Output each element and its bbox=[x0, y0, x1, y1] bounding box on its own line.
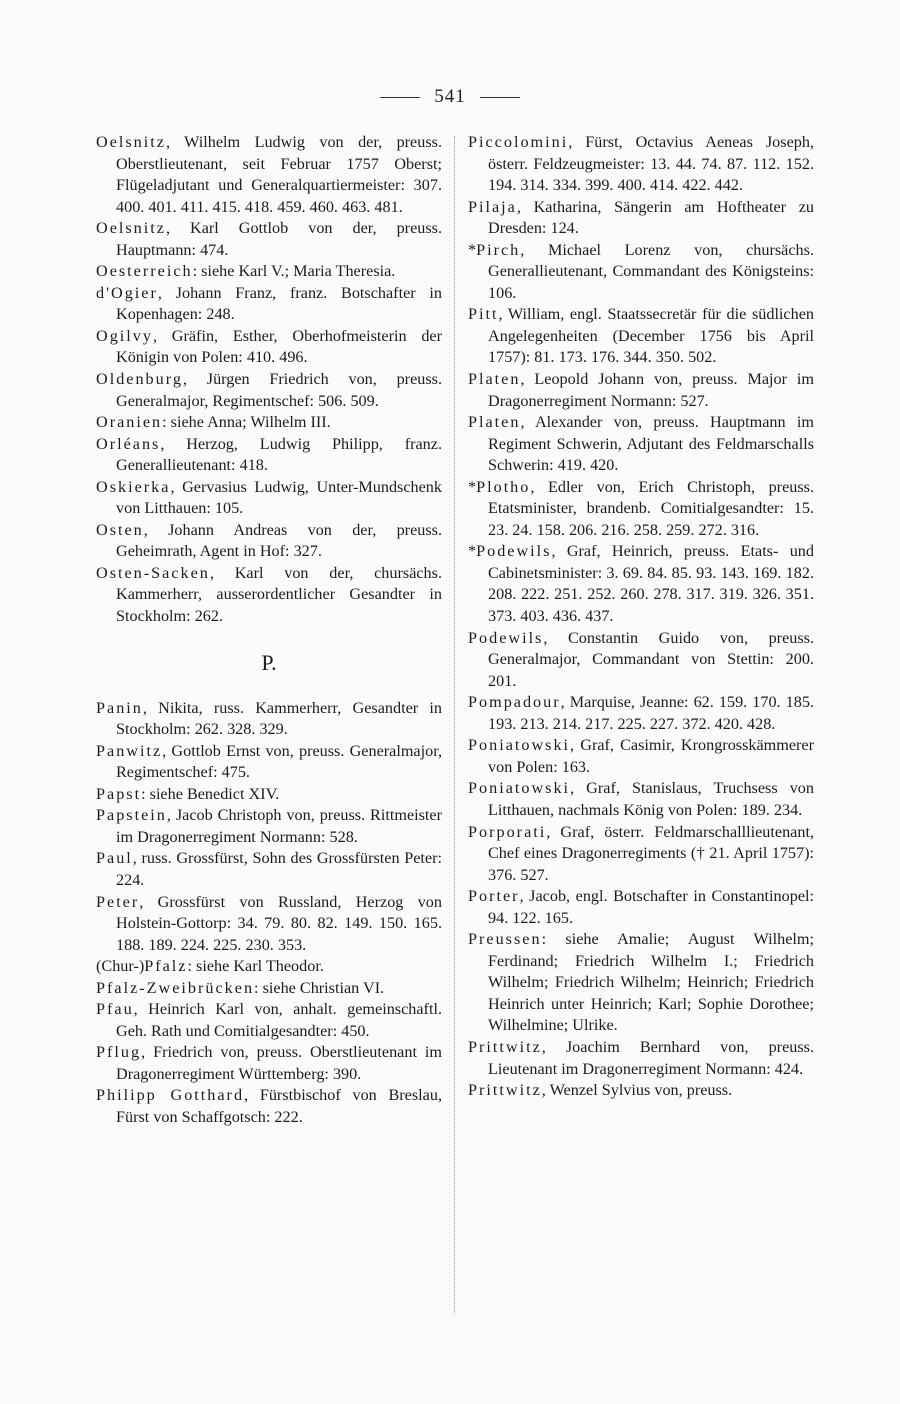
page-header bbox=[0, 86, 900, 108]
entry-name: Platen bbox=[468, 370, 521, 389]
index-entry bbox=[468, 778, 814, 821]
entry-text: , Graf, Stanislaus, Truchsess von Litthauen, nachmals König von Polen: 189. 234. bbox=[488, 779, 814, 819]
entry-name: Osten-Sacken bbox=[96, 563, 210, 582]
index-entry bbox=[96, 741, 442, 784]
index-entry bbox=[96, 434, 442, 477]
entry-mark: (Chur-) bbox=[96, 957, 145, 976]
index-entry bbox=[96, 892, 442, 957]
entry-name: Oesterreich bbox=[96, 262, 193, 281]
index-entry bbox=[468, 197, 814, 240]
index-entry bbox=[468, 628, 814, 693]
index-entry bbox=[468, 304, 814, 369]
index-entry bbox=[468, 541, 814, 627]
entry-name: Ogilvy bbox=[96, 326, 153, 345]
entry-name: Pompadour bbox=[468, 693, 561, 712]
entry-name: Papst bbox=[96, 784, 142, 803]
entry-text: , Gottlob Ernst von, preuss. Generalmajor, Regimentschef: 475. bbox=[116, 741, 442, 782]
entry-text: , Heinrich Karl von, anhalt. gemeinschaftl. Geh. Rath und Comitialgesandter: 450. bbox=[116, 1000, 442, 1040]
entry-text: : siehe Karl Theodor. bbox=[187, 957, 324, 976]
index-entry bbox=[468, 132, 814, 197]
entry-text: , Marquise, Jeanne: 62. 159. 170. 185. 193. 213. 214. 217. 225. 227. 372. 420. 428. bbox=[488, 693, 814, 733]
index-entry bbox=[96, 1042, 442, 1085]
header-rule-right bbox=[480, 97, 520, 98]
header-rule-left bbox=[380, 97, 420, 98]
entry-name: Prittwitz bbox=[468, 1081, 542, 1100]
entry-text: : siehe Karl V.; Maria Theresia. bbox=[192, 262, 396, 281]
entry-text: : siehe Anna; Wilhelm III. bbox=[162, 413, 331, 432]
entry-text: , Karl Gottlob von der, preuss. Hauptmann: 474. bbox=[116, 219, 442, 259]
entry-name: Papstein bbox=[96, 806, 167, 825]
index-entry bbox=[96, 563, 442, 628]
entry-text: , Constantin Guido von, preuss. Generalmajor, Commandant von Stettin: 200. 201. bbox=[488, 628, 814, 690]
entry-text: , Johann Andreas von der, preuss. Geheimrath, Agent in Hof: 327. bbox=[116, 520, 442, 561]
entry-mark: * bbox=[468, 240, 477, 259]
entry-name: Poniatowski bbox=[468, 779, 571, 798]
index-entry bbox=[468, 1080, 814, 1102]
entry-name: Pilaja bbox=[468, 197, 517, 216]
entry-text: , Gräfin, Esther, Oberhofmeisterin der Königin von Polen: 410. 496. bbox=[116, 326, 442, 367]
entry-text: : siehe Benedict XIV. bbox=[141, 784, 280, 803]
entry-name: Oelsnitz bbox=[96, 219, 166, 238]
entry-name: Orléans bbox=[96, 434, 161, 453]
entry-name: Poniatowski bbox=[468, 736, 571, 755]
entry-mark: * bbox=[468, 477, 477, 496]
entry-text: , Friedrich von, preuss. Oberstlieutenant im Dragonerregiment Württemberg: 390. bbox=[116, 1043, 442, 1083]
entry-name: Pfalz bbox=[144, 957, 188, 976]
left-column bbox=[96, 132, 442, 1129]
entry-name: Plotho bbox=[476, 477, 531, 496]
entry-name: Piccolomini bbox=[468, 133, 569, 151]
entry-text: , Jacob, engl. Botschafter in Constantinopel: 94. 122. 165. bbox=[488, 887, 814, 927]
index-entry bbox=[96, 698, 442, 741]
entry-text: , Fürst, Octavius Aeneas Joseph, österr. Feldzeugmeister: 13. 44. 74. 87. 112. 152. 194. 314. 334. 399. 400. 414. 422. 442. bbox=[488, 133, 814, 195]
entry-name: Pfalz-Zweibrücken bbox=[96, 978, 255, 997]
index-entry bbox=[96, 956, 442, 978]
entry-text: : siehe Amalie; August Wilhelm; Ferdinand; Friedrich Wilhelm I.; Friedrich Wilhelm; Friedrich Wilhelm; Heinrich; Friedrich Heinrich unter Heinrich; Karl; Sophie Dorothee; Wilhelmine; Ulrike. bbox=[488, 930, 814, 1035]
entry-text: , Fürstbischof von Breslau, Fürst von Schaffgotsch: 222. bbox=[116, 1086, 442, 1126]
entry-name: Paul bbox=[96, 849, 133, 868]
entry-text: , Karl von der, chursächs. Kammerherr, ausserordentlicher Gesandter in Stockholm: 262. bbox=[116, 563, 442, 626]
entry-name: Platen bbox=[468, 413, 521, 432]
entry-text: , Johann Franz, franz. Botschafter in Kopenhagen: 248. bbox=[116, 283, 442, 324]
index-entry bbox=[468, 822, 814, 887]
right-column bbox=[468, 132, 814, 1102]
entry-name: Prittwitz bbox=[468, 1037, 542, 1056]
index-entry bbox=[468, 412, 814, 477]
entries-o bbox=[96, 132, 442, 628]
page-number: 541 bbox=[434, 86, 466, 107]
index-entry bbox=[96, 477, 442, 520]
entry-name: Podewils bbox=[476, 542, 552, 561]
entry-text: , Graf, österr. Feldmarschalllieutenant, Chef eines Dragonerregiments († 21. April 1757): 376. 527. bbox=[488, 822, 814, 884]
entry-text: , Wilhelm Ludwig von der, preuss. Oberstlieutenant, seit Februar 1757 Oberst; Flügeladjutant und Generalquartiermeister: 307. 400. 401. 411. 415. 418. 459. 460. 463. 481. bbox=[116, 133, 442, 216]
entry-name: Pitt bbox=[468, 305, 499, 324]
index-entry bbox=[96, 218, 442, 261]
entry-text: , Herzog, Ludwig Philipp, franz. Generallieutenant: 418. bbox=[116, 434, 442, 475]
column-divider bbox=[454, 136, 455, 1314]
index-entry bbox=[96, 520, 442, 563]
entries-p-left bbox=[96, 698, 442, 1129]
index-entry bbox=[96, 848, 442, 891]
entry-text: , Graf, Heinrich, preuss. Etats- und Cabinetsminister: 3. 69. 84. 85. 93. 143. 169. 182. 208. 222. 251. 252. 260. 278. 317. 319. 326. 351. 373. 403. 436. 437. bbox=[488, 542, 814, 626]
index-entry bbox=[96, 369, 442, 412]
index-entry bbox=[96, 132, 442, 218]
index-entry bbox=[468, 240, 814, 305]
entry-text: , Alexander von, preuss. Hauptmann im Regiment Schwerin, Adjutant des Feldmarschalls Schwerin: 419. 420. bbox=[488, 413, 814, 475]
entry-text: , russ. Grossfürst, Sohn des Grossfürsten Peter: 224. bbox=[116, 849, 442, 889]
entry-text: , Jacob Christoph von, preuss. Rittmeister im Dragonerregiment Normann: 528. bbox=[116, 806, 442, 846]
entry-text: , Katharina, Sängerin am Hoftheater zu Dresden: 124. bbox=[488, 197, 814, 238]
entry-name: d'Ogier bbox=[96, 283, 158, 302]
entry-name: Peter bbox=[96, 892, 140, 911]
index-entry bbox=[96, 784, 442, 806]
index-entry bbox=[96, 326, 442, 369]
entry-text: , Leopold Johann von, preuss. Major im Dragonerregiment Normann: 527. bbox=[488, 370, 814, 410]
entry-name: Panin bbox=[96, 698, 143, 717]
entry-name: Pirch bbox=[476, 240, 521, 259]
entry-name: Panwitz bbox=[96, 741, 163, 760]
entry-name: Porporati bbox=[468, 822, 547, 841]
entry-text: , Edler von, Erich Christoph, preuss. Etatsminister, brandenb. Comitialgesandter: 15. 23. 24. 158. 206. 216. 258. 259. 272. 316. bbox=[488, 477, 814, 539]
entry-text: , Wenzel Sylvius von, preuss. bbox=[541, 1081, 733, 1100]
index-entry bbox=[468, 929, 814, 1037]
entry-name: Preussen bbox=[468, 930, 542, 949]
entry-name: Pfau bbox=[96, 1000, 134, 1019]
entry-name: Podewils bbox=[468, 628, 544, 647]
entry-text: , Joachim Bernhard von, preuss. Lieutenant im Dragonerregiment Normann: 424. bbox=[488, 1037, 814, 1078]
entry-text: , William, engl. Staatssecretär für die südlichen Angelegenheiten (December 1756 bis April 1757): 81. 173. 176. 344. 350. 502. bbox=[488, 305, 814, 367]
index-entry bbox=[96, 283, 442, 326]
index-entry bbox=[96, 261, 442, 283]
index-entry bbox=[468, 692, 814, 735]
index-entry bbox=[468, 886, 814, 929]
section-letter-p: P. bbox=[261, 649, 277, 675]
index-entry bbox=[468, 477, 814, 542]
entry-text: : siehe Christian VI. bbox=[254, 978, 385, 997]
index-entry bbox=[96, 805, 442, 848]
entry-text: , Graf, Casimir, Krongrosskämmerer von Polen: 163. bbox=[488, 736, 814, 776]
entry-name: Oelsnitz bbox=[96, 133, 166, 151]
entry-name: Pflug bbox=[96, 1043, 142, 1062]
entry-text: , Nikita, russ. Kammerherr, Gesandter in Stockholm: 262. 328. 329. bbox=[116, 698, 442, 739]
entry-text: , Jürgen Friedrich von, preuss. Generalmajor, Regimentschef: 506. 509. bbox=[116, 370, 442, 410]
index-entry bbox=[468, 369, 814, 412]
entry-text: , Gervasius Ludwig, Unter-Mundschenk von Litthauen: 105. bbox=[116, 477, 442, 518]
index-entry bbox=[96, 412, 442, 434]
entry-name: Philipp Gotthard bbox=[96, 1086, 245, 1105]
entry-text: , Michael Lorenz von, chursächs. Generallieutenant, Commandant des Königsteins: 106. bbox=[488, 240, 814, 302]
entry-name: Oranien bbox=[96, 413, 163, 432]
entry-name: Oldenburg bbox=[96, 370, 183, 389]
entry-name: Porter bbox=[468, 887, 520, 906]
index-entry bbox=[96, 999, 442, 1042]
index-entry bbox=[468, 735, 814, 778]
entry-text: , Grossfürst von Russland, Herzog von Holstein-Gottorp: 34. 79. 80. 82. 149. 150. 165. 188. 189. 224. 225. 230. 353. bbox=[116, 892, 442, 954]
entry-name: Osten bbox=[96, 520, 144, 539]
entry-mark: * bbox=[468, 542, 477, 561]
index-entry bbox=[468, 1037, 814, 1080]
index-entry bbox=[96, 1085, 442, 1128]
index-entry bbox=[96, 978, 442, 1000]
entry-name: Oskierka bbox=[96, 477, 171, 496]
